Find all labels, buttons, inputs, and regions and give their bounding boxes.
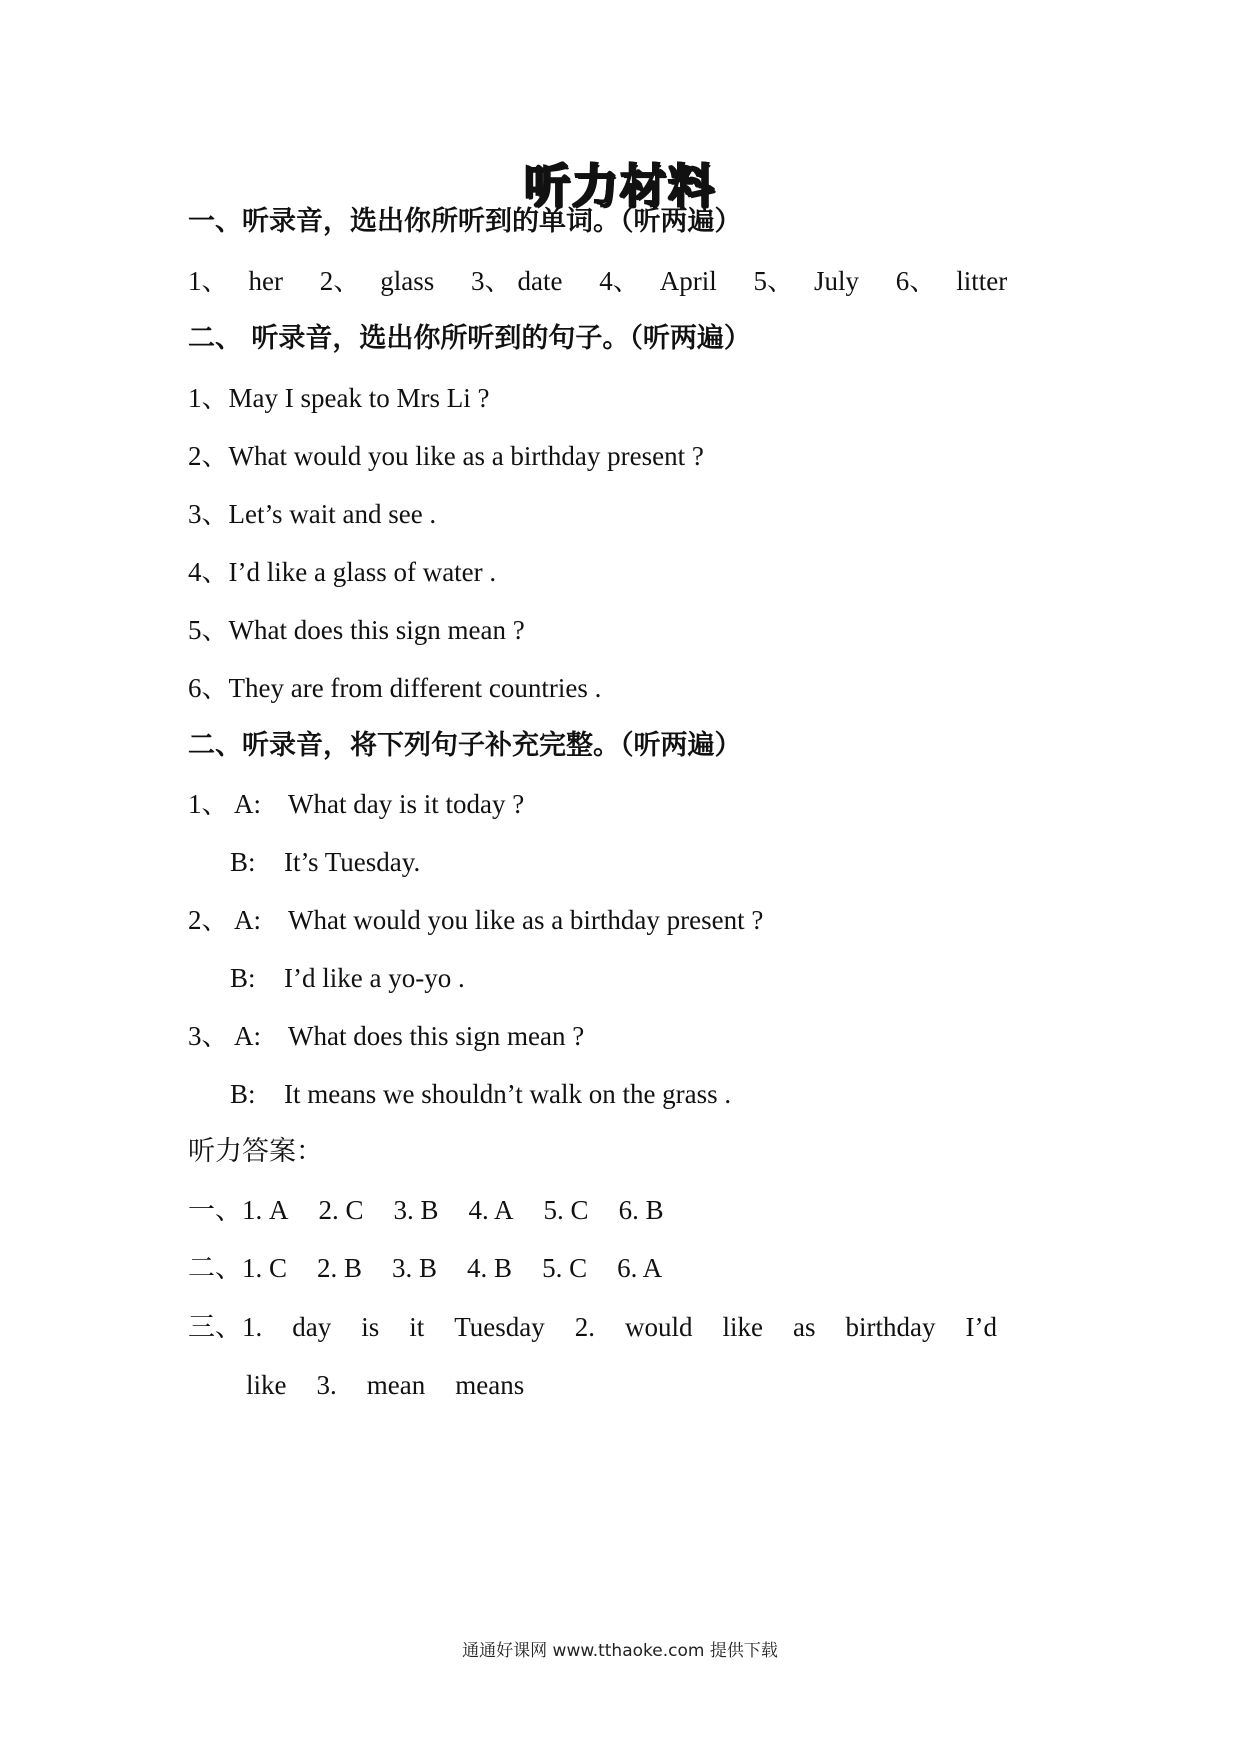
word-item: 6、 litter: [895, 266, 1008, 296]
dialog-line-a: 1、 A: What day is it today ?: [188, 789, 525, 819]
answers-row-3-continued: like 3. mean means: [246, 1370, 525, 1400]
section3-heading: 二、听录音，将下列句子补充完整。（听两遍）: [188, 730, 742, 761]
sentence-item: 2、What would you like as a birthday present ?: [188, 441, 704, 471]
word-item: 1、 her: [188, 266, 283, 296]
answers-row-3: 三、1. day is it Tuesday 2. would like as birthday I’d: [188, 1312, 998, 1343]
section1-heading: 一、听录音，选出你所听到的单词。（听两遍）: [188, 206, 742, 237]
word-item: 5、 July: [753, 266, 859, 296]
sentence-item: 1、May I speak to Mrs Li ?: [188, 383, 490, 413]
dialog-line-b: B: I’d like a yo-yo .: [230, 963, 465, 993]
dialog-line-a: 2、 A: What would you like as a birthday present ?: [188, 905, 764, 935]
dialog-line-b: B: It’s Tuesday.: [230, 847, 421, 877]
answers-label: 听力答案：: [188, 1136, 323, 1167]
sentence-item: 3、Let’s wait and see .: [188, 499, 437, 529]
sentence-item: 6、They are from different countries .: [188, 673, 602, 703]
section1-word-list: [188, 264, 1037, 298]
word-item: 2、 glass: [319, 266, 435, 296]
section2-heading: 二、 听录音，选出你所听到的句子。（听两遍）: [188, 323, 751, 354]
word-item: 4、 April: [599, 266, 717, 296]
dialog-line-a: 3、 A: What does this sign mean ?: [188, 1021, 585, 1051]
answers-row-2: 二、1. C 2. B 3. B 4. B 5. C 6. A: [188, 1253, 663, 1284]
answers-row-1: 一、1. A 2. C 3. B 4. A 5. C 6. B: [188, 1195, 664, 1226]
sentence-item: 4、I’d like a glass of water .: [188, 557, 497, 587]
page-title: 听力材料: [524, 159, 716, 213]
footer-source-text: 通通好课网 www.tthaoke.com 提供下载: [462, 1641, 778, 1661]
dialog-line-b: B: It means we shouldn’t walk on the grass .: [230, 1079, 732, 1109]
sentence-item: 5、What does this sign mean ?: [188, 615, 525, 645]
word-item: 3、 date: [470, 266, 563, 296]
